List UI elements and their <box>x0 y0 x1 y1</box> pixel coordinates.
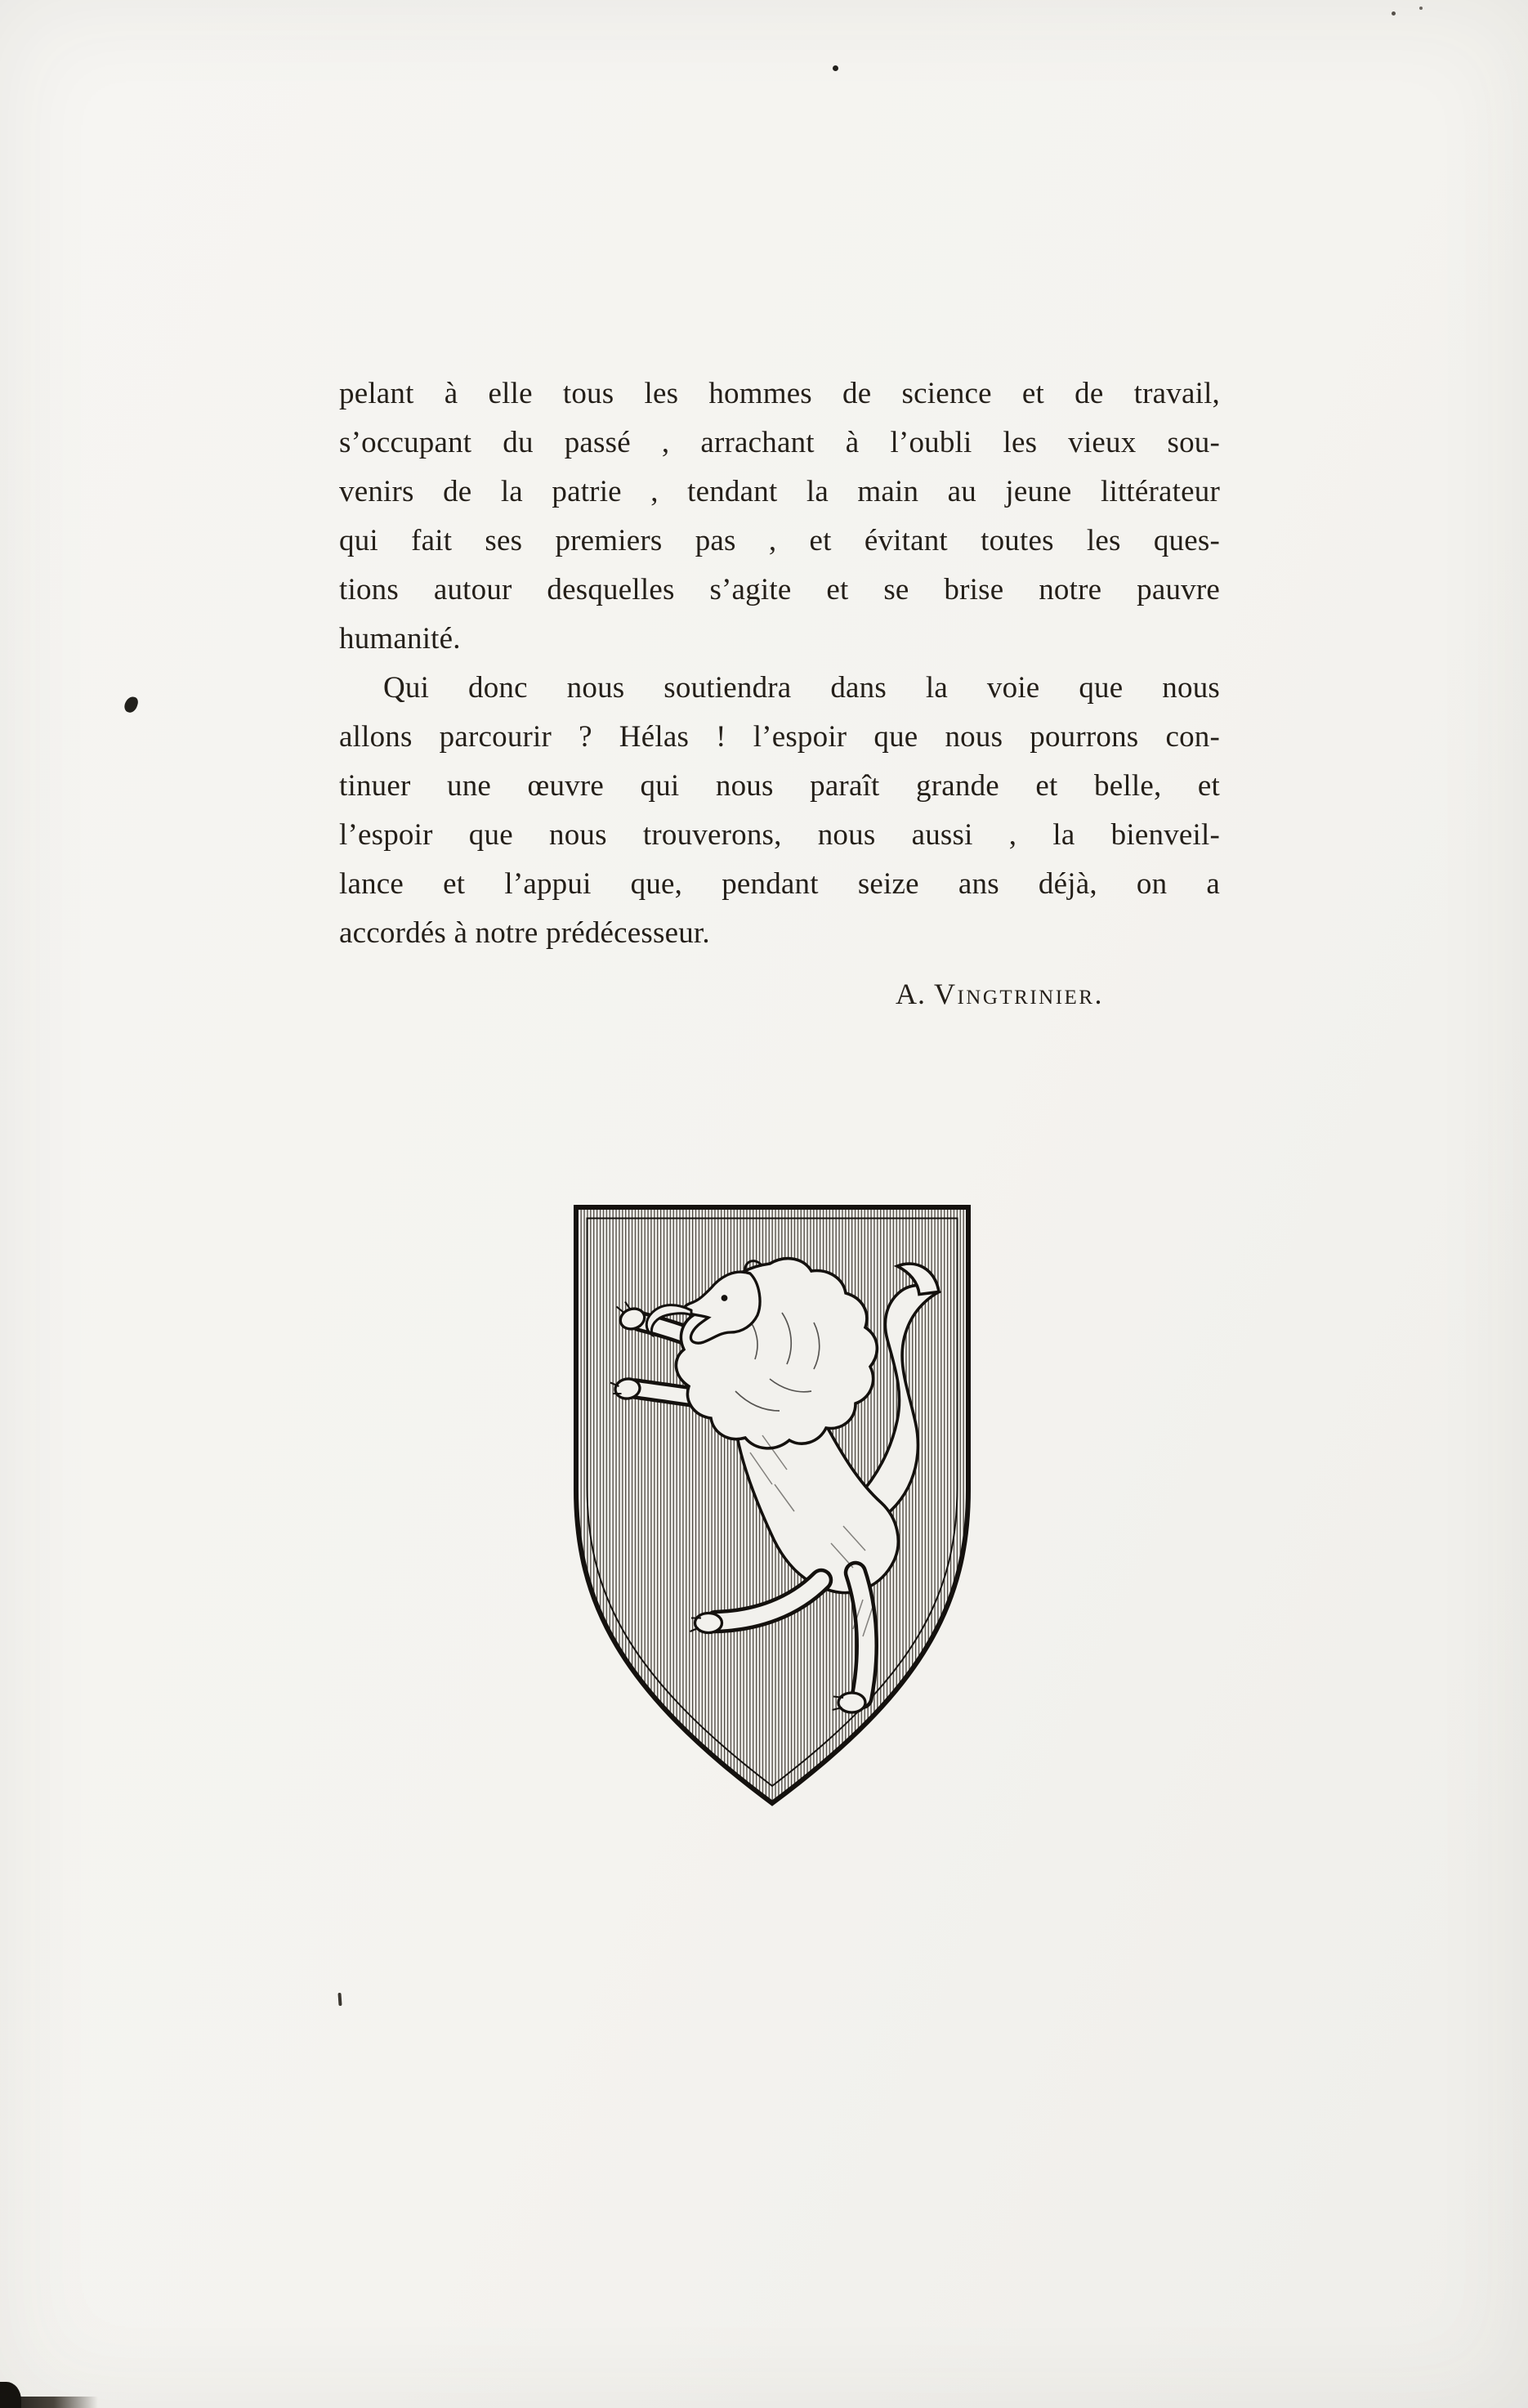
text-line: lance et l’appui que, pendant seize ans déjà, on a <box>339 867 1220 901</box>
ink-speck <box>123 695 139 714</box>
signature-initial: A. <box>895 978 926 1010</box>
scan-corner-mark <box>0 2382 21 2408</box>
signature-name: Vingtrinier. <box>933 978 1104 1010</box>
ink-speck <box>1392 11 1396 16</box>
coat-of-arms-engraving <box>564 1195 981 1820</box>
lion-rampant-shield-illustration <box>564 1195 981 1820</box>
text-line: tinuer une œuvre qui nous paraît grande et belle, et <box>339 769 1220 803</box>
text-line: Qui donc nous soutiendra dans la voie que nous <box>383 671 1220 705</box>
text-line: allons parcourir ? Hélas ! l’espoir que nous pourrons con- <box>339 720 1220 754</box>
text-line: accordés à notre prédécesseur. <box>339 916 710 950</box>
text-line: pelant à elle tous les hommes de science et de travail, <box>339 377 1220 410</box>
text-line: s’occupant du passé , arrachant à l’oubli les vieux sou- <box>339 426 1220 459</box>
ink-speck <box>833 65 838 71</box>
text-line: humanité. <box>339 622 461 656</box>
ink-speck <box>337 1993 342 2006</box>
text-line: qui fait ses premiers pas , et évitant toutes les ques- <box>339 524 1220 557</box>
paragraph-2 <box>339 664 1220 958</box>
text-line: l’espoir que nous trouverons, nous aussi , la bienveil- <box>339 818 1220 852</box>
author-signature <box>339 969 1220 1018</box>
text-line: tions autour desquelles s’agite et se brise notre pauvre <box>339 573 1220 606</box>
text-line: venirs de la patrie , tendant la main au jeune littérateur <box>339 475 1220 508</box>
paragraph-1 <box>339 369 1220 664</box>
ink-speck <box>1419 7 1423 10</box>
preface-text <box>339 369 1220 1018</box>
